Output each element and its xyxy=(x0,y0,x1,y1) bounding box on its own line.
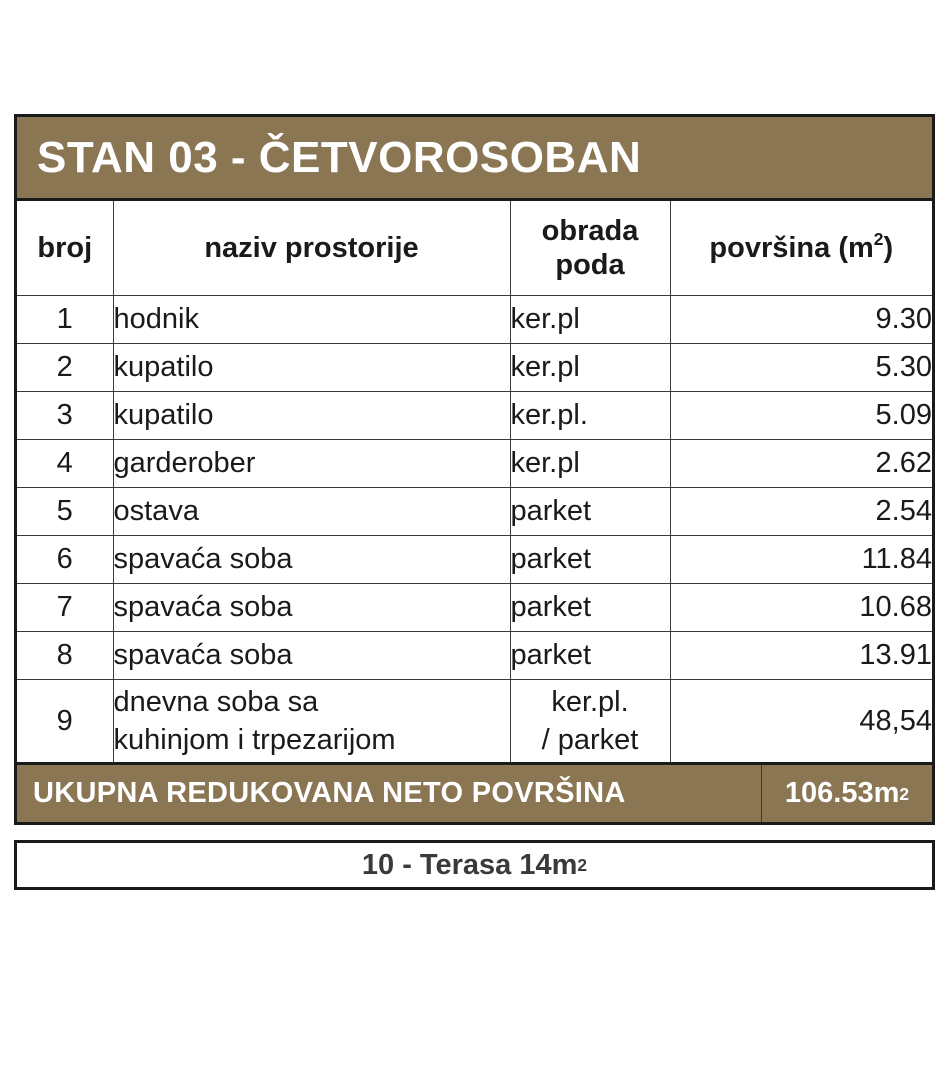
title-bar xyxy=(17,117,932,201)
room-number: 7 xyxy=(17,584,113,632)
terrace-box: 10 - Terasa 14m 2 xyxy=(14,840,935,890)
room-floor: parket xyxy=(510,632,670,680)
header-area-suffix: ) xyxy=(883,232,894,264)
room-area: 10.68 xyxy=(670,584,932,632)
room-name: kupatilo xyxy=(113,392,510,440)
room-floor: parket xyxy=(510,584,670,632)
room-floor: ker.pl xyxy=(510,296,670,344)
header-floor xyxy=(510,201,670,296)
room-name: spavaća soba xyxy=(113,536,510,584)
rooms-table xyxy=(17,201,932,765)
table-row xyxy=(17,680,932,764)
apartment-title: STAN 03 - ČETVOROSOBAN xyxy=(37,132,642,182)
room-name: garderober xyxy=(113,440,510,488)
room-area: 13.91 xyxy=(670,632,932,680)
table-header-row xyxy=(17,201,932,296)
room-area: 11.84 xyxy=(670,536,932,584)
room-number: 3 xyxy=(17,392,113,440)
room-name xyxy=(113,680,510,764)
total-bar xyxy=(17,765,932,822)
room-area: 2.62 xyxy=(670,440,932,488)
table-row xyxy=(17,632,932,680)
room-schedule xyxy=(14,114,935,825)
table-row xyxy=(17,584,932,632)
room-floor-line2: / parket xyxy=(541,724,639,756)
room-number: 9 xyxy=(17,680,113,764)
room-floor: ker.pl xyxy=(510,440,670,488)
room-floor: parket xyxy=(510,536,670,584)
table-row xyxy=(17,440,932,488)
header-floor-line2: poda xyxy=(555,249,625,281)
room-floor xyxy=(510,680,670,764)
room-number: 8 xyxy=(17,632,113,680)
header-number: broj xyxy=(17,201,113,296)
header-area xyxy=(670,201,932,296)
table-row xyxy=(17,344,932,392)
table-row xyxy=(17,392,932,440)
table-row xyxy=(17,488,932,536)
room-name: ostava xyxy=(113,488,510,536)
room-area: 5.30 xyxy=(670,344,932,392)
room-floor-line1: ker.pl. xyxy=(551,686,629,718)
room-floor: ker.pl xyxy=(510,344,670,392)
table-row xyxy=(17,536,932,584)
header-area-sup: 2 xyxy=(873,228,884,249)
room-number: 2 xyxy=(17,344,113,392)
table-row xyxy=(17,296,932,344)
room-name: spavaća soba xyxy=(113,584,510,632)
room-number: 1 xyxy=(17,296,113,344)
room-name: kupatilo xyxy=(113,344,510,392)
room-name-line2: kuhinjom i trpezarijom xyxy=(113,724,396,756)
room-floor: parket xyxy=(510,488,670,536)
header-area-prefix: površina (m xyxy=(709,232,874,264)
room-area: 48,54 xyxy=(670,680,932,764)
room-name: spavaća soba xyxy=(113,632,510,680)
room-name-line1: dnevna soba sa xyxy=(113,686,319,718)
total-value: 106.53m 2 xyxy=(784,777,910,809)
room-area: 5.09 xyxy=(670,392,932,440)
room-area: 9.30 xyxy=(670,296,932,344)
header-floor-line1: obrada xyxy=(541,215,639,247)
room-number: 6 xyxy=(17,536,113,584)
room-area: 2.54 xyxy=(670,488,932,536)
total-value-number: 106.53m xyxy=(784,777,900,809)
terrace-text: 10 - Terasa 14m xyxy=(361,848,578,881)
header-room-name: naziv prostorije xyxy=(113,201,510,296)
room-name: hodnik xyxy=(113,296,510,344)
room-floor: ker.pl. xyxy=(510,392,670,440)
room-number: 4 xyxy=(17,440,113,488)
total-label: UKUPNA REDUKOVANA NETO POVRŠINA xyxy=(17,765,762,822)
room-number: 5 xyxy=(17,488,113,536)
